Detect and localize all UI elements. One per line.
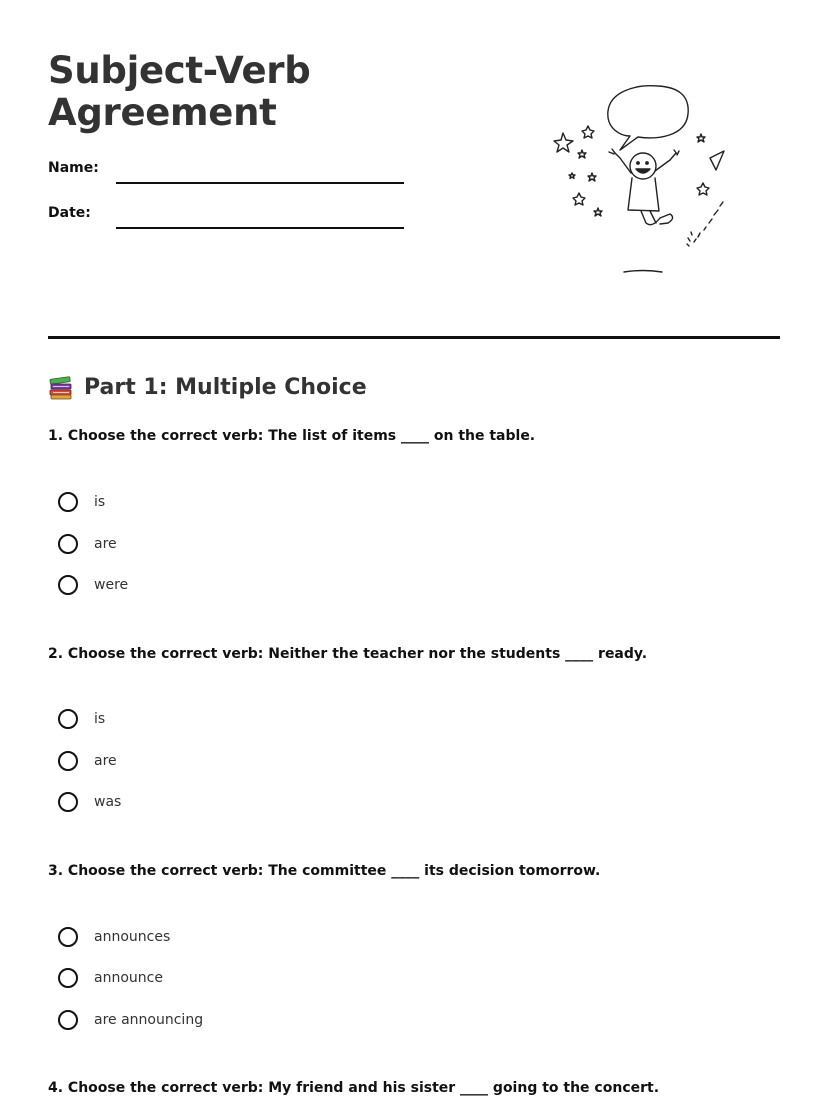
option-label: announces xyxy=(94,929,171,945)
option-2a[interactable] xyxy=(58,705,105,733)
radio-button[interactable] xyxy=(58,792,78,812)
option-1b[interactable] xyxy=(58,530,117,558)
option-label: are announcing xyxy=(94,1012,204,1028)
option-1c[interactable] xyxy=(58,571,128,599)
section-title-text: Part 1: Multiple Choice xyxy=(84,375,367,400)
date-field[interactable] xyxy=(48,205,408,235)
radio-button[interactable] xyxy=(58,575,78,595)
option-1a[interactable] xyxy=(58,488,105,516)
jumping-person-with-speech-bubble-icon xyxy=(548,78,738,283)
option-label: is xyxy=(94,711,106,727)
page-title xyxy=(48,50,310,134)
option-label: was xyxy=(94,794,122,810)
option-label: are xyxy=(94,753,117,769)
option-label: is xyxy=(94,494,106,510)
radio-button[interactable] xyxy=(58,927,78,947)
date-line[interactable] xyxy=(116,227,404,229)
question-text: 1. Choose the correct verb: The list of items ____ on the table. xyxy=(48,428,536,444)
option-2c[interactable] xyxy=(58,788,121,816)
radio-button[interactable] xyxy=(58,709,78,729)
question-text: 3. Choose the correct verb: The committee ____ its decision tomorrow. xyxy=(48,863,601,879)
option-label: announce xyxy=(94,970,163,986)
option-3b[interactable] xyxy=(58,964,163,992)
option-label: are xyxy=(94,536,117,552)
question-text: 2. Choose the correct verb: Neither the teacher nor the students ____ ready. xyxy=(48,646,648,662)
name-line[interactable] xyxy=(116,182,404,184)
option-label: were xyxy=(94,577,129,593)
option-3c[interactable] xyxy=(58,1006,203,1034)
radio-button[interactable] xyxy=(58,1010,78,1030)
section-title-part-1 xyxy=(48,373,367,403)
radio-button[interactable] xyxy=(58,534,78,554)
name-label: Name: xyxy=(48,160,99,176)
title-line-2: Agreement xyxy=(48,91,277,134)
radio-button[interactable] xyxy=(58,968,78,988)
radio-button[interactable] xyxy=(58,492,78,512)
worksheet-page xyxy=(48,0,780,1118)
name-field[interactable] xyxy=(48,160,408,190)
question-text: 4. Choose the correct verb: My friend and his sister ____ going to the concert. xyxy=(48,1080,660,1096)
title-line-1: Subject-Verb xyxy=(48,49,311,92)
radio-button[interactable] xyxy=(58,751,78,771)
books-icon xyxy=(48,375,74,401)
date-label: Date: xyxy=(48,205,91,221)
header-divider xyxy=(48,336,780,339)
option-3a[interactable] xyxy=(58,923,170,951)
option-2b[interactable] xyxy=(58,747,117,775)
